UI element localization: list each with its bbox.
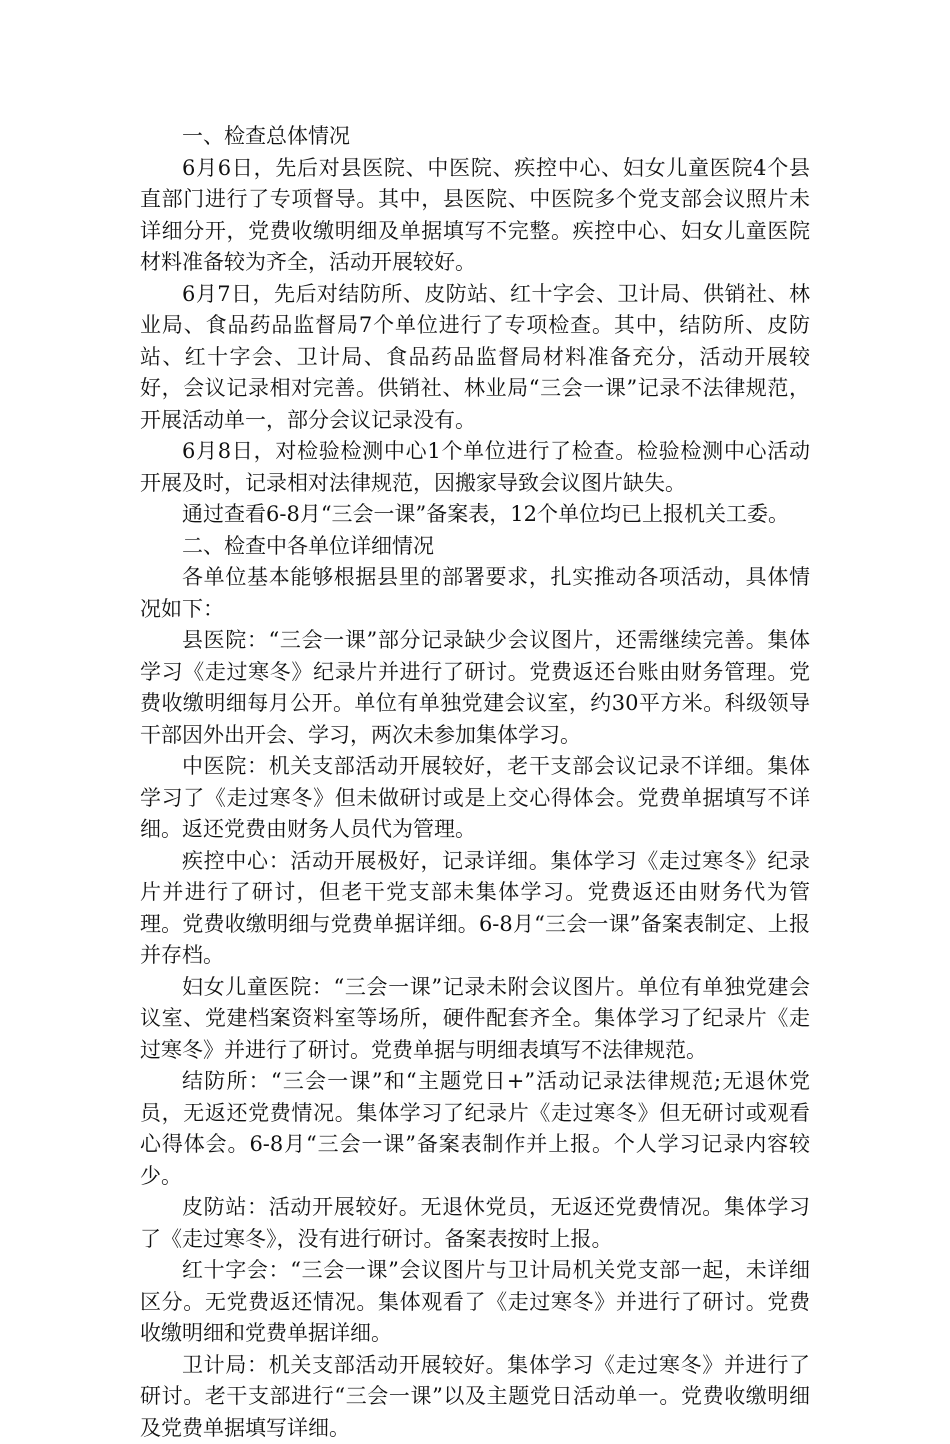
paragraph-june-8: 6月8日，对检验检测中心1个单位进行了检查。检验检测中心活动开展及时，记录相对法律规范，因搬家导致会议图片缺失。 xyxy=(140,436,810,499)
paragraph-tcm-hospital: 中医院：机关支部活动开展较好，老干支部会议记录不详细。集体学习了《走过寒冬》但未做研讨或是上交心得体会。党费单据填写不详细。返还党费由财务人员代为管理。 xyxy=(140,751,810,846)
paragraph-tb-clinic: 结防所：“三会一课”和“主题党日+”活动记录法律规范;无退休党员，无返还党费情况。集体学习了纪录片《走过寒冬》但无研讨或观看心得体会。6-8月“三会一课”备案表制作并上报。个人学习记录内容较少。 xyxy=(140,1066,810,1192)
section-heading-overview: 一、检查总体情况 xyxy=(140,121,810,153)
paragraph-june-6: 6月6日，先后对县医院、中医院、疾控中心、妇女儿童医院4个县直部门进行了专项督导。其中，县医院、中医院多个党支部会议照片未详细分开，党费收缴明细及单据填写不完整。疾控中心、妇女儿童医院材料准备较为齐全，活动开展较好。 xyxy=(140,153,810,279)
paragraph-red-cross: 红十字会：“三会一课”会议图片与卫计局机关党支部一起，未详细区分。无党费返还情况。集体观看了《走过寒冬》并进行了研讨。党费收缴明细和党费单据详细。 xyxy=(140,1255,810,1350)
paragraph-county-hospital: 县医院：“三会一课”部分记录缺少会议图片，还需继续完善。集体学习《走过寒冬》纪录片并进行了研讨。党费返还台账由财务管理。党费收缴明细每月公开。单位有单独党建会议室，约30平方米。科级领导干部因外出开会、学习，两次未参加集体学习。 xyxy=(140,625,810,751)
paragraph-filing-forms: 通过查看6-8月“三会一课”备案表，12个单位均已上报机关工委。 xyxy=(140,499,810,531)
document-body xyxy=(140,121,810,1444)
paragraph-june-7: 6月7日，先后对结防所、皮防站、红十字会、卫计局、供销社、林业局、食品药品监督局7个单位进行了专项检查。其中，结防所、皮防站、红十字会、卫计局、食品药品监督局材料准备充分，活动开展较好，会议记录相对完善。供销社、林业局“三会一课”记录不法律规范，开展活动单一，部分会议记录没有。 xyxy=(140,279,810,437)
section-heading-details: 二、检查中各单位详细情况 xyxy=(140,531,810,563)
paragraph-maternal-child-hospital: 妇女儿童医院：“三会一课”记录未附会议图片。单位有单独党建会议室、党建档案资料室等场所，硬件配套齐全。集体学习了纪录片《走过寒冬》并进行了研讨。党费单据与明细表填写不法律规范。 xyxy=(140,972,810,1067)
paragraph-cdc: 疾控中心：活动开展极好，记录详细。集体学习《走过寒冬》纪录片并进行了研讨，但老干党支部未集体学习。党费返还由财务代为管理。党费收缴明细与党费单据详细。6-8月“三会一课”备案表制定、上报并存档。 xyxy=(140,846,810,972)
paragraph-skin-clinic: 皮防站：活动开展较好。无退休党员，无返还党费情况。集体学习了《走过寒冬》，没有进行研讨。备案表按时上报。 xyxy=(140,1192,810,1255)
paragraph-details-intro: 各单位基本能够根据县里的部署要求，扎实推动各项活动，具体情况如下： xyxy=(140,562,810,625)
paragraph-health-bureau: 卫计局：机关支部活动开展较好。集体学习《走过寒冬》并进行了研讨。老干支部进行“三会一课”以及主题党日活动单一。党费收缴明细及党费单据填写详细。 xyxy=(140,1350,810,1444)
